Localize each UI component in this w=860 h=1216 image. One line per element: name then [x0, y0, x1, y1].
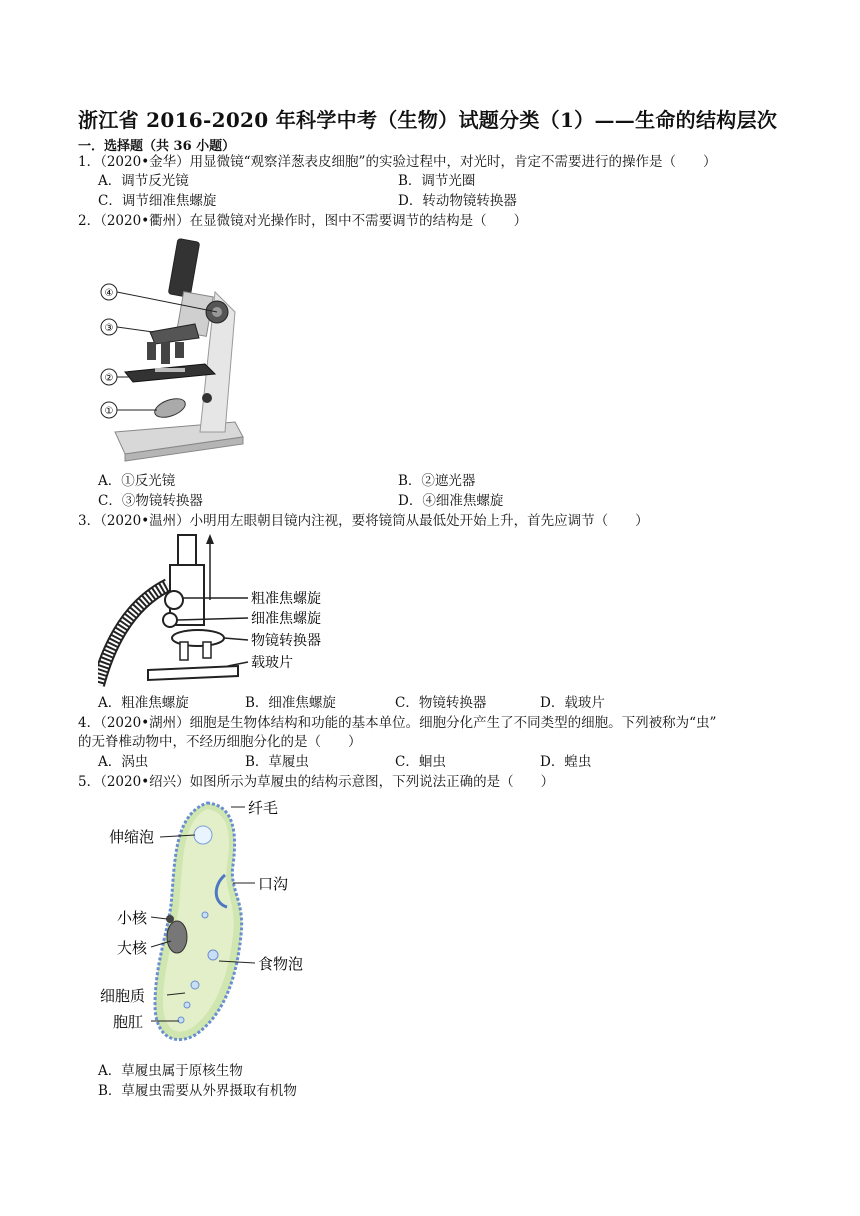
label-micronucleus: 小核	[117, 909, 148, 927]
microscope-figure	[95, 232, 255, 467]
q2-option-d: D．④细准焦螺旋	[398, 493, 504, 509]
microscope-label-1: ①	[104, 406, 114, 417]
label-slide: 载玻片	[251, 655, 293, 671]
q2-option-b: B．②遮光器	[398, 473, 476, 489]
q3-option-c: C．物镜转换器	[395, 695, 487, 711]
label-anal-pore: 胞肛	[113, 1013, 144, 1031]
microscope-label-4: ④	[104, 288, 114, 299]
q5-option-b: B．草履虫需要从外界摄取有机物	[98, 1083, 297, 1099]
question-4-stem-line-1: 4．（2020•湖州）细胞是生物体结构和功能的基本单位。细胞分化产生了不同类型的细胞。下列被称为“虫”	[78, 715, 717, 731]
q3-option-b: B．细准焦螺旋	[245, 695, 336, 711]
q5-option-a: A．草履虫属于原核生物	[98, 1063, 243, 1079]
label-macronucleus: 大核	[117, 939, 148, 957]
microscope-label-2: ②	[104, 373, 114, 384]
q4-option-a: A．涡虫	[98, 754, 149, 770]
label-oral-groove: 口沟	[258, 875, 289, 893]
q3-option-a: A．粗准焦螺旋	[98, 695, 189, 711]
q3-option-d: D．载玻片	[540, 695, 605, 711]
page-title: 浙江省 2016-2020 年科学中考（生物）试题分类（1）——生命的结构层次	[78, 108, 778, 132]
label-nosepiece: 物镜转换器	[251, 633, 321, 649]
label-fine-focus: 细准焦螺旋	[251, 611, 321, 627]
question-4-stem-line-2: 的无脊椎动物中，不经历细胞分化的是（ ）	[78, 734, 362, 750]
q1-option-d: D．转动物镜转换器	[398, 193, 517, 209]
section-heading: 一．选择题（共 36 小题）	[78, 139, 236, 154]
q1-option-b: B．调节光圈	[398, 173, 476, 189]
q4-option-c: C．蛔虫	[395, 754, 446, 770]
q2-option-c: C．③物镜转换器	[98, 493, 203, 509]
label-contractile-vacuole: 伸缩泡	[109, 828, 155, 846]
question-2-stem: 2．（2020•衢州）在显微镜对光操作时，图中不需要调节的结构是（ ）	[78, 213, 528, 229]
q4-option-b: B．草履虫	[245, 754, 309, 770]
q1-option-c: C．调节细准焦螺旋	[98, 193, 217, 209]
label-cytoplasm: 细胞质	[100, 987, 146, 1005]
q2-option-a: A．①反光镜	[98, 473, 176, 489]
q1-option-a: A．调节反光镜	[98, 173, 189, 189]
label-coarse-focus: 粗准焦螺旋	[251, 591, 321, 607]
question-3-stem: 3．（2020•温州）小明用左眼朝目镜内注视，要将镜筒从最低处开始上升，首先应调节（ ）	[78, 513, 649, 529]
label-cilia: 纤毛	[248, 799, 279, 817]
focus-knob-figure	[98, 530, 348, 690]
question-5-stem: 5．（2020•绍兴）如图所示为草履虫的结构示意图，下列说法正确的是（ ）	[78, 774, 555, 790]
question-1-stem: 1．（2020•金华）用显微镜“观察洋葱表皮细胞”的实验过程中，对光时，肯定不需要进行的操作是（ ）	[78, 154, 717, 170]
paramecium-figure	[95, 795, 325, 1055]
q4-option-d: D．蝗虫	[540, 754, 592, 770]
microscope-label-3: ③	[104, 323, 114, 334]
label-food-vacuole: 食物泡	[258, 955, 304, 973]
